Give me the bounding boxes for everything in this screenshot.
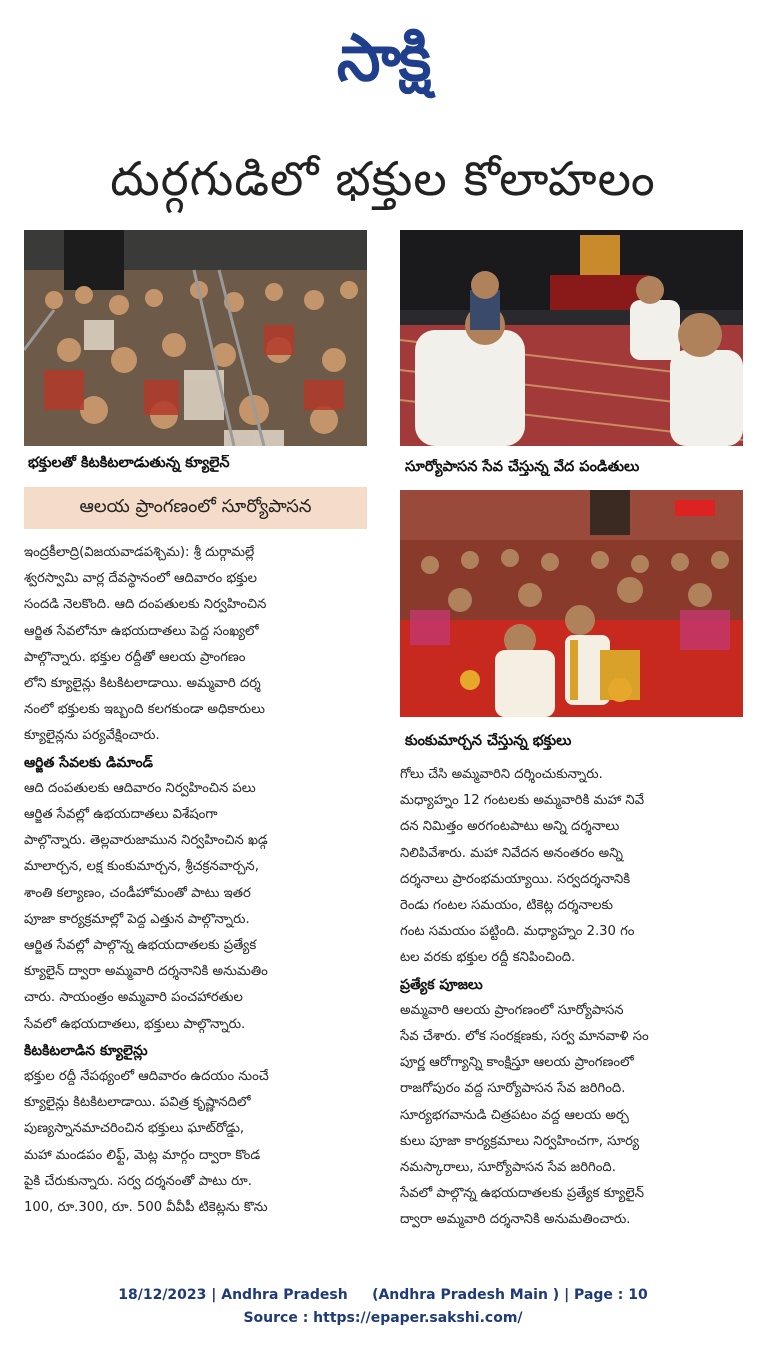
article-line: లోని క్యూలైన్లు కిటకిటలాడాయి. అమ్మవారి దర్శ [24,676,261,692]
article-line: మహా మండపం లిఫ్ట్, మెట్ల మార్గం ద్వారా కొండ [24,1147,261,1163]
article-line: కులు పూజా కార్యక్రమాలు నిర్వహించగా, సూర్య [400,1133,640,1149]
subheading-box [24,487,367,529]
article-line: రెండు గంటల సమయం, టికెట్ల దర్శనాలకు [400,898,613,914]
article-line: పూర్ణ ఆరోగ్యాన్ని కాంక్షిస్తూ ఆలయ ప్రాంగణంలో [400,1055,634,1071]
article-left-column [24,540,370,1260]
section-heading: ఆర్జిత సేవలకు డిమాండ్ [24,754,153,771]
article-line: నమస్కారాలు, సూర్యోపాసన సేవ జరిగింది. [400,1160,616,1176]
photo-queue-crowd [24,230,367,446]
article-line: భక్తుల రద్దీ నేపథ్యంలో ఆదివారం ఉదయం నుంచే [24,1069,269,1085]
article-line: సేవ చేశారు. లోక సంరక్షణకు, సర్వ మానవాళి సం [400,1029,649,1045]
headline: దుర్గగుడిలో భక్తుల కోలాహలం [110,152,656,207]
photo-caption-priests: సూర్యోపాసన సేవ చేస్తున్న వేద పండితులు [405,459,640,475]
logo-text: సాక్షి [336,19,430,96]
article-line: పాల్గొన్నారు. తెల్లవారుజామున నిర్వహించిన ఖడ్గ [24,833,268,849]
article-line: ఆది దంపతులకు ఆదివారం నిర్వహించిన పలు [24,780,256,796]
article-line: పైకి చేరుకున్నారు. సర్వ దర్శనంతో పాటు రూ. [24,1173,252,1189]
article-line: సందడి నెలకొంది. ఆది దంపతులకు నిర్వహించిన [24,597,267,613]
article-line: ద్వారా అమ్మవారి దర్శనానికి అనుమతించారు. [400,1212,631,1228]
article-line: పుణ్యస్నానమాచరించిన భక్తులు ఘాట్‌రోడ్డు, [24,1121,245,1137]
article-line: శాంతి కల్యాణం, చండీహోమంతో పాటు ఇతర [24,885,251,901]
article-line: దర్శనాలు ప్రారంభమయ్యాయి. సర్వదర్శనానికి [400,871,631,887]
article-line: సూర్యభగవానుడి చిత్రపటం వద్ద ఆలయ అర్చ [400,1107,629,1123]
article-line: అమ్మవారి ఆలయ ప్రాంగణంలో సూర్యోపాసన [400,1002,624,1018]
article-line: దన నిమిత్తం అరగంటపాటు అన్ని దర్శనాలు [400,819,620,835]
section-heading: ప్రత్యేక పూజలు [400,976,483,993]
article-line: శ్వరస్వామి వార్ల దేవస్థానంలో ఆదివారం భక్తుల [24,571,258,587]
article-line: పాల్గొన్నారు. భక్తుల రద్దీతో ఆలయ ప్రాంగణం [24,649,246,665]
photo-caption-queue: భక్తులతో కిటకిటలాడుతున్న క్యూలైన్ [28,455,230,471]
article-line: ఆర్జిత సేవల్లో పాల్గొన్న ఉభయదాతలకు ప్రత్యేక [24,938,257,954]
footer-source-link[interactable]: Source : https://epaper.sakshi.com/ [243,1310,523,1326]
article-line: 100, రూ.300, రూ. 500 వీవీపీ టికెట్లను కొను [24,1200,268,1216]
photo-vedic-priests [400,230,743,446]
article-line: మధ్యాహ్నం 12 గంటలకు అమ్మవారికి మహా నివే [400,793,645,809]
photo-kumkumarchana [400,490,743,717]
article-line: ఆర్జిత సేవలోనూ ఉభయదాతలు పెద్ద సంఖ్యలో [24,623,259,639]
article-line: సేవలో ఉభయదాతలు, భక్తులు పాల్గొన్నారు. [24,1016,246,1032]
article-line: గోలు చేసి అమ్మవారిని దర్శించుకున్నారు. [400,767,603,782]
article-line: నంలో భక్తులకు ఇబ్బంది కలగకుండా అధికారులు [24,702,265,718]
masthead-logo [283,18,483,98]
photo-caption-kumkumarchana: కుంకుమార్చన చేస్తున్న భక్తులు [405,733,572,749]
article-line: క్యూలైన్ ద్వారా అమ్మవారి దర్శనానికి అనుమతిం [24,964,268,980]
article-line: సేవలో పాల్గొన్న ఉభయదాతలకు ప్రత్యేక క్యూలైన్ [400,1186,644,1202]
section-heading: కిటకిటలాడిన క్యూలైన్లు [24,1042,148,1059]
article-line: నిలిపివేశారు. మహా నివేదన అనంతరం అన్ని [400,845,623,861]
article-line: చారు. సాయంత్రం అమ్మవారి పంచహారతుల [24,990,243,1006]
article-line: టల వరకు భక్తుల రద్దీ కనిపించింది. [400,950,576,966]
article-line: ఆర్జిత సేవల్లో ఉభయదాతలు విశేషంగా [24,807,218,823]
article-line: మాలార్చన, లక్ష కుంకుమార్చన, శ్రీచక్రనవార్చన, [24,859,259,875]
article-line: క్యూలైన్లను పర్యవేక్షించారు. [24,728,160,744]
article-line: ఇంద్రకీలాద్రి(విజయవాడపశ్చిమ): శ్రీ దుర్గామల్లే [24,545,255,560]
article-line: రాజగోపురం వద్ద సూర్యోపాసన సేవ జరిగింది. [400,1081,626,1097]
footer-publication-info: 18/12/2023 | Andhra Pradesh (Andhra Pradesh Main ) | Page : 10 [118,1287,648,1303]
article-line: పూజా కార్యక్రమాల్లో పెద్ద ఎత్తున పాల్గొన్నారు. [24,911,250,927]
article-line: క్యూలైన్లు కిటకిటలాడాయి. పవిత్ర కృష్ణానదిలో [24,1095,251,1111]
article-right-column [400,762,746,1262]
subheading-text: ఆలయ ప్రాంగణంలో సూర్యోపాసన [79,495,312,517]
article-line: గంట సమయం పట్టింది. మధ్యాహ్నం 2.30 గం [400,924,635,940]
